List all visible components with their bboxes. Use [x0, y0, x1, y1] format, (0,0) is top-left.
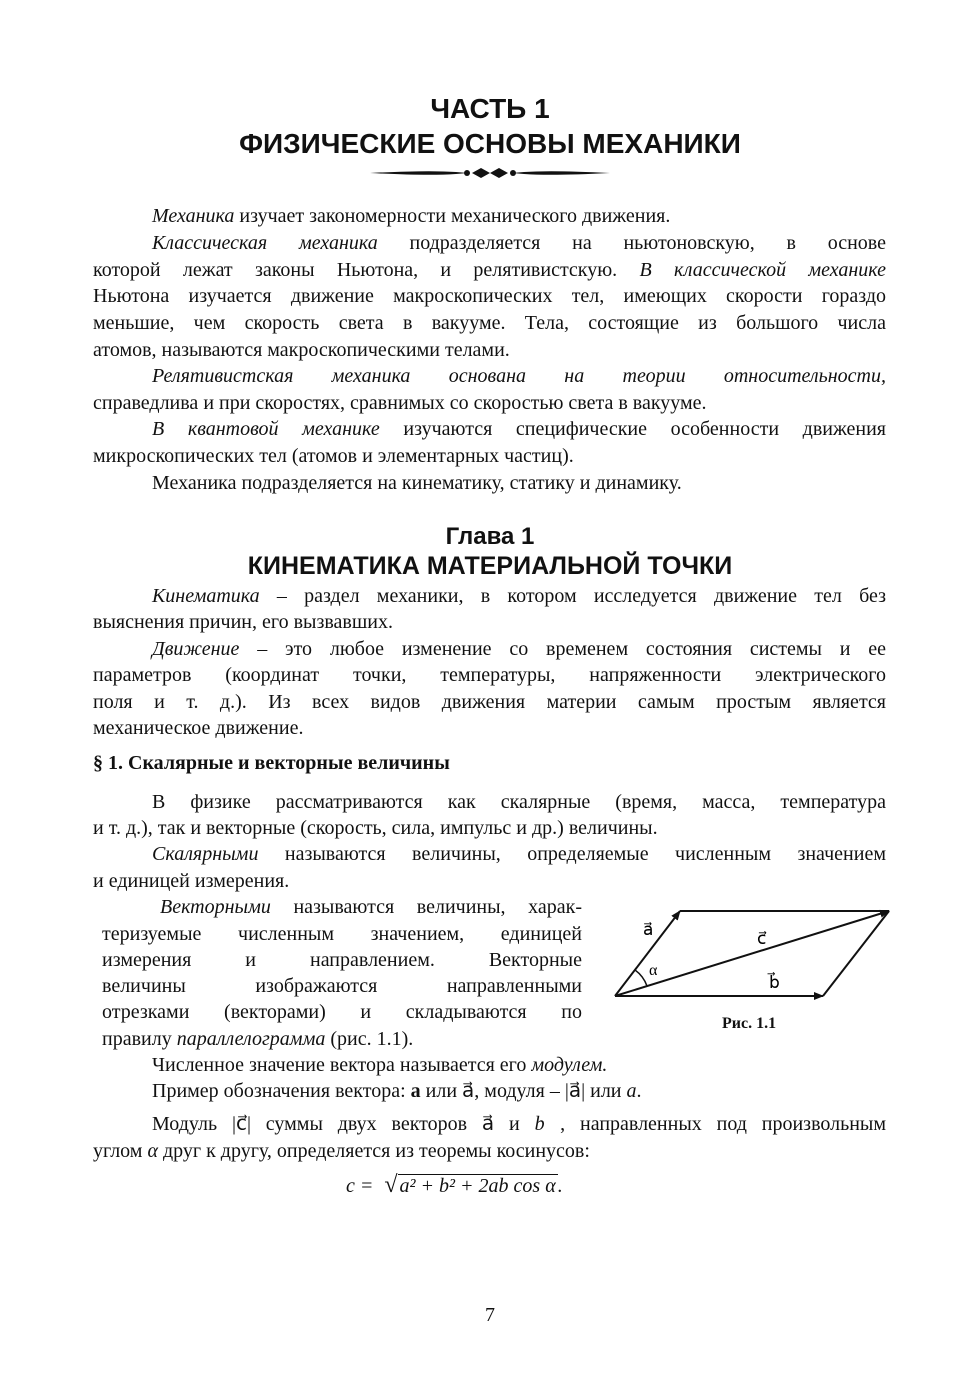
- label-b: b⃗: [769, 973, 780, 992]
- sec1-p4: Численное значение вектора называется его модулем.: [152, 1054, 608, 1076]
- radicand: a² + b² + 2ab cos α: [399, 1175, 556, 1197]
- ornament-divider: [368, 164, 612, 182]
- intro-p4-line2: микроскопических тел (атомов и элементарных частиц).: [93, 445, 574, 467]
- term-quantum-mechanics: В квантовой механике: [152, 418, 380, 440]
- kin-p2-line4: механическое движение.: [93, 717, 304, 739]
- kin-p2-line1: Движение – это любое изменение со временем состояния системы и ее: [152, 638, 887, 660]
- sec1-p2-line2: и единицей измерения.: [93, 870, 290, 892]
- term-motion: Движение: [152, 638, 240, 660]
- term-kinematics: Кинематика: [152, 585, 260, 607]
- intro-p3-line2: справедлива и при скоростях, сравнимых со скоростью света в вакууме.: [93, 392, 707, 414]
- term-modulus: модулем.: [531, 1054, 608, 1076]
- kin-p1-line1: Кинематика – раздел механики, в котором исследуется движение тел без: [152, 585, 886, 607]
- intro-p2-line3: Ньютона изучается движение макроскопических тел, имеющих скорости гораздо: [93, 285, 886, 307]
- label-alpha: α: [649, 962, 658, 979]
- intro-p2-line2: которой лежат законы Ньютона, и релятивистскую. В классической механике: [93, 259, 886, 281]
- sqrt-sign: √: [384, 1172, 398, 1198]
- sec1-p3-line6: правилу параллелограмма (рис. 1.1).: [102, 1028, 414, 1050]
- chapter-subtitle: КИНЕМАТИКА МАТЕРИАЛЬНОЙ ТОЧКИ: [247, 552, 733, 580]
- intro-p2-line4: меньшие, чем скорость света в вакууме. Тела, состоящие из большого числа: [93, 312, 886, 334]
- kin-p1-line2: выяснения причин, его вызвавших.: [93, 611, 393, 633]
- part-title: ЧАСТЬ 1: [430, 93, 550, 124]
- term-mechanics: Механика: [152, 205, 235, 227]
- intro-p5: Механика подразделяется на кинематику, статику и динамику.: [152, 472, 682, 494]
- term-classical-mechanics: Классическая механика: [152, 232, 378, 254]
- sec1-p3-line1: Векторными называются величины, харак-: [160, 896, 582, 918]
- intro-p4-line1: В квантовой механике изучаются специфические особенности движения: [152, 418, 886, 440]
- figure-parallelogram: [605, 898, 905, 1010]
- kin-p2-line2: параметров (координат точки, температуры, напряженности электрического: [93, 664, 886, 686]
- cosine-formula: c = √ a² + b² + 2ab cos α .: [346, 1172, 563, 1198]
- sec1-p2-line1: Скалярными называются величины, определяемые численным значением: [152, 843, 886, 865]
- page-number: 7: [485, 1304, 495, 1326]
- label-c: c⃗: [757, 929, 767, 948]
- term-vector: Векторными: [160, 896, 271, 918]
- chapter-title: Глава 1: [445, 523, 535, 550]
- intro-p3-line1: Релятивистская механика основана на теории относительности,: [152, 365, 886, 387]
- vector-c-arrow: [615, 911, 889, 996]
- intro-p1: Механика изучает закономерности механического движения.: [152, 205, 671, 227]
- section-heading: § 1. Скалярные и векторные величины: [93, 752, 450, 774]
- sec1-p6-line1: Модуль |c⃗| суммы двух векторов a⃗ и b⃗, направленных под произвольным: [152, 1113, 887, 1135]
- sec1-p1-line1: В физике рассматриваются как скалярные (время, масса, температура: [152, 791, 886, 813]
- parallelogram-right-edge: [823, 911, 889, 996]
- label-a: a⃗: [643, 920, 654, 939]
- sec1-p3-line3: измерения и направлением. Векторные: [102, 949, 582, 971]
- figure-caption: Рис. 1.1: [722, 1015, 777, 1032]
- intro-p2-line5: атомов, называются макроскопическими телами.: [93, 339, 510, 361]
- term-parallelogram: параллелограмма: [176, 1028, 326, 1050]
- sec1-p3-line2: теризуемые численным значением, единицей: [102, 923, 582, 945]
- sec1-p6-line2: углом α друг к другу, определяется из теоремы косинусов:: [93, 1140, 590, 1162]
- sec1-p1-line2: и т. д.), так и векторные (скорость, сила, импульс и др.) величины.: [93, 817, 658, 839]
- sec1-p3-line4: величины изображаются направленными: [102, 975, 582, 997]
- kin-p2-line3: поля и т. д.). Из всех видов движения материи самым простым является: [93, 691, 886, 713]
- term-scalar: Скалярными: [152, 843, 259, 865]
- sec1-p3-line5: отрезками (векторами) и складываются по: [102, 1001, 582, 1023]
- sec1-p5: Пример обозначения вектора: a или a⃗, модуля – |a⃗| или a.: [152, 1080, 642, 1102]
- part-subtitle: ФИЗИЧЕСКИЕ ОСНОВЫ МЕХАНИКИ: [239, 128, 741, 159]
- angle-arc: [635, 970, 647, 986]
- intro-p2-line1: Классическая механика подразделяется на ньютоновскую, в основе: [152, 232, 886, 254]
